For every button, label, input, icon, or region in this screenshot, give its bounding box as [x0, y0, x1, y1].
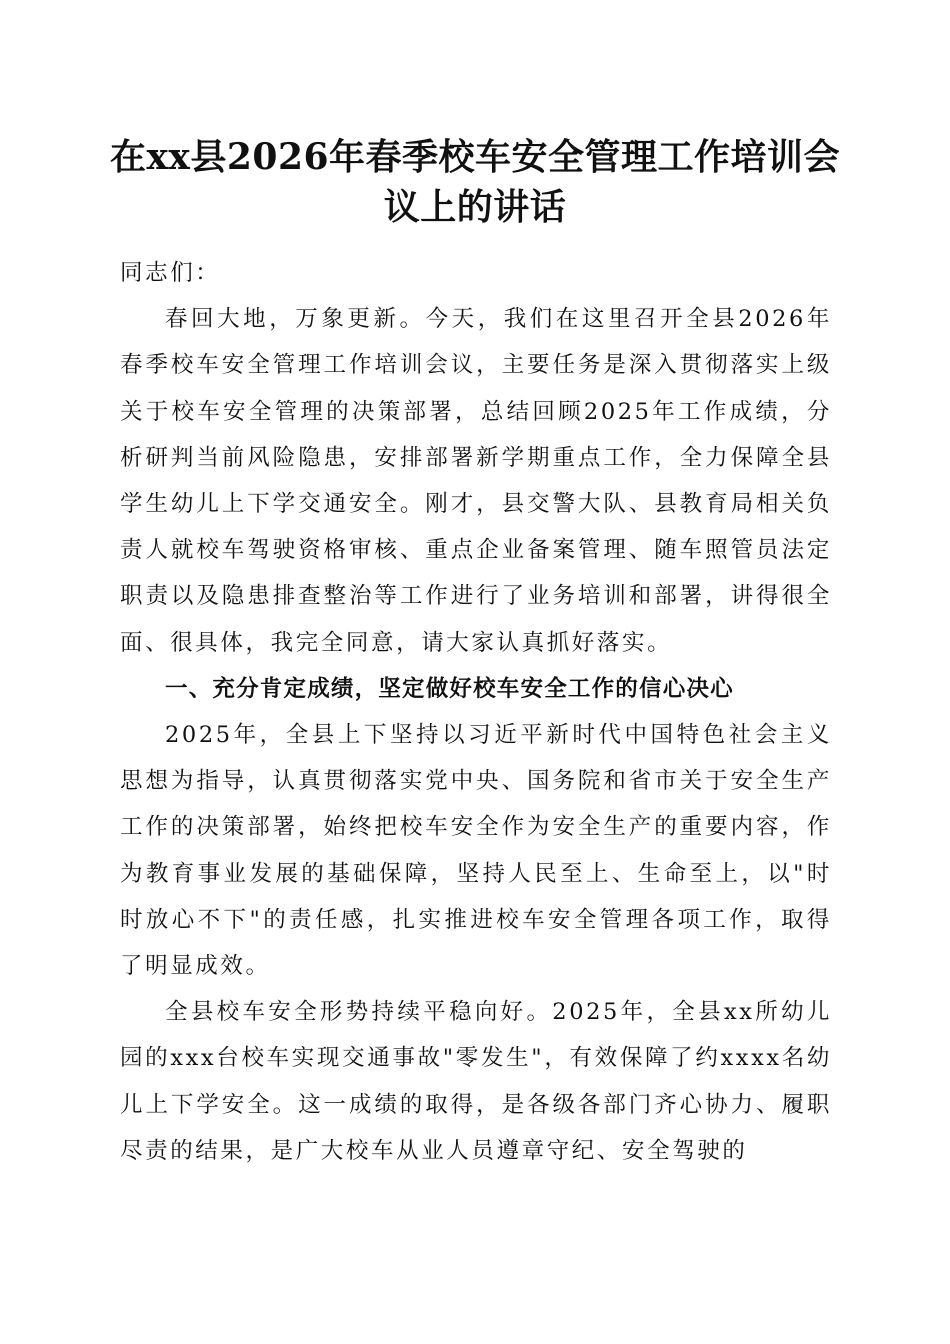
- document-title: 在xx县2026年春季校车安全管理工作培训会议上的讲话: [109, 136, 841, 228]
- section-heading: 一、充分肯定成绩，坚定做好校车安全工作的信心决心: [165, 675, 734, 702]
- section-paragraph: 2025年，全县上下坚持以习近平新时代中国特色社会主义思想为指导，认真贯彻落实党中央、国务院和省市关于安全生产工作的决策部署，始终把校车安全作为安全生产的重要内容，作为教育事业发展的基础保障，坚持人民至上、生命至上，以"时时放心不下"的责任感，扎实推进校车安全管理各项工作，取得了明显成效。: [120, 722, 832, 980]
- section-paragraph: 全县校车安全形势持续平稳向好。2025年，全县xx所幼儿园的xxx台校车实现交通事故"零发生"，有效保障了约xxxx名幼儿上下学安全。这一成绩的取得，是各级各部门齐心协力、履职尽责的结果，是广大校车从业人员遵章守纪、安全驾驶的: [120, 999, 832, 1164]
- salutation: 同志们：: [120, 260, 221, 286]
- document-body: [120, 250, 832, 1174]
- opening-paragraph: 春回大地，万象更新。今天，我们在这里召开全县2026年春季校车安全管理工作培训会议，主要任务是深入贯彻落实上级关于校车安全管理的决策部署，总结回顾2025年工作成绩，分析研判当前风险隐患，安排部署新学期重点工作，全力保障全县学生幼儿上下学交通安全。刚才，县交警大队、县教育局相关负责人就校车驾驶资格审核、重点企业备案管理、随车照管员法定职责以及隐患排查整治等工作进行了业务培训和部署，讲得很全面、很具体，我完全同意，请大家认真抓好落实。: [120, 306, 832, 656]
